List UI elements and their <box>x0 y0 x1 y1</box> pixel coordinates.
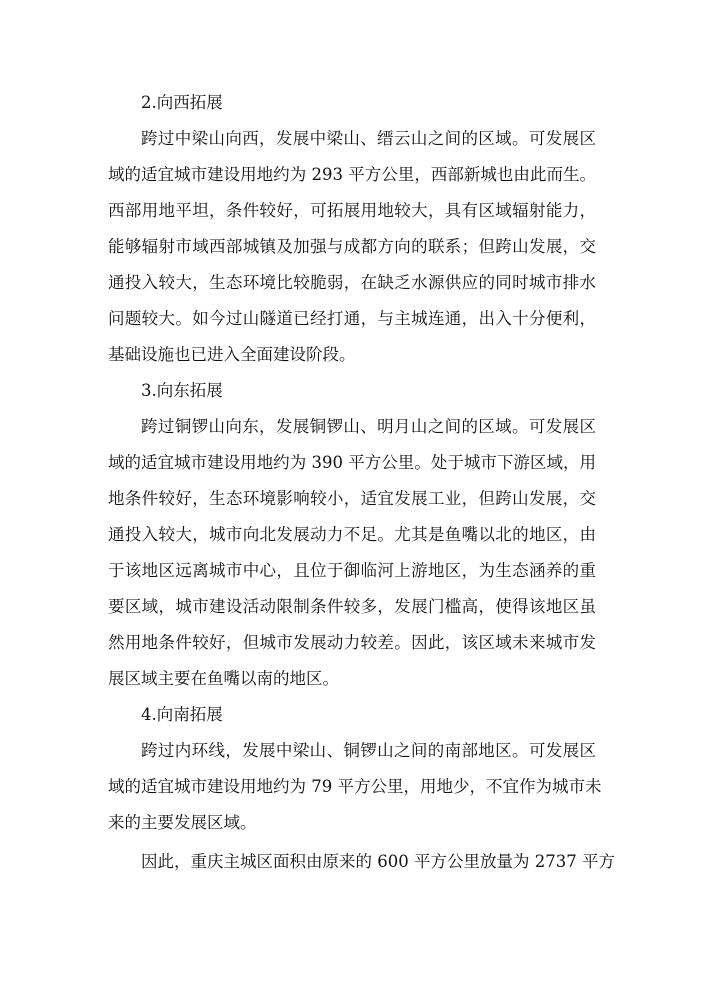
paragraph-line: 通投入较大，生态环境比较脆弱，在缺乏水源供应的同时城市排水 <box>108 273 596 292</box>
paragraph-line: 跨过铜锣山向东，发展铜锣山、明月山之间的区域。可发展区 <box>141 417 596 436</box>
paragraph-line: 地条件较好，生态环境影响较小，适宜发展工业，但跨山发展，交 <box>108 489 596 508</box>
section-heading-south: 4.向南拓展 <box>141 705 223 724</box>
paragraph-line: 要区域，城市建设活动限制条件较多，发展门槛高，使得该地区虽 <box>108 597 596 616</box>
paragraph-line: 展区域主要在鱼嘴以南的地区。 <box>108 669 339 688</box>
paragraph-line: 域的适宜城市建设用地约为 390 平方公里。处于城市下游区域，用 <box>108 453 596 472</box>
paragraph-line: 跨过中梁山向西，发展中梁山、缙云山之间的区域。可发展区 <box>141 129 596 148</box>
section-heading-west: 2.向西拓展 <box>141 93 223 112</box>
paragraph-line: 然用地条件较好，但城市发展动力较差。因此，该区域未来城市发 <box>108 633 596 652</box>
paragraph-line: 因此，重庆主城区面积由原来的 600 平方公里放量为 2737 平方 <box>141 852 615 871</box>
paragraph-line: 于该地区远离城市中心，且位于御临河上游地区，为生态涵养的重 <box>108 561 596 580</box>
paragraph-line: 跨过内环线，发展中梁山、铜锣山之间的南部地区。可发展区 <box>141 741 596 760</box>
paragraph-line: 西部用地平坦，条件较好，可拓展用地较大，具有区域辐射能力， <box>108 201 596 220</box>
paragraph-line: 能够辐射市域西部城镇及加强与成都方向的联系；但跨山发展，交 <box>108 237 596 256</box>
paragraph-line: 通投入较大，城市向北发展动力不足。尤其是鱼嘴以北的地区，由 <box>108 525 596 544</box>
paragraph-line: 域的适宜城市建设用地约为 79 平方公里，用地少，不宜作为城市未 <box>108 777 602 796</box>
paragraph-line: 基础设施也已进入全面建设阶段。 <box>108 345 356 364</box>
paragraph-line: 问题较大。如今过山隧道已经打通，与主城连通，出入十分便利， <box>108 309 596 328</box>
paragraph-line: 域的适宜城市建设用地约为 293 平方公里，西部新城也由此而生。 <box>108 165 596 184</box>
section-heading-east: 3.向东拓展 <box>141 381 223 400</box>
paragraph-line: 来的主要发展区域。 <box>108 813 257 832</box>
